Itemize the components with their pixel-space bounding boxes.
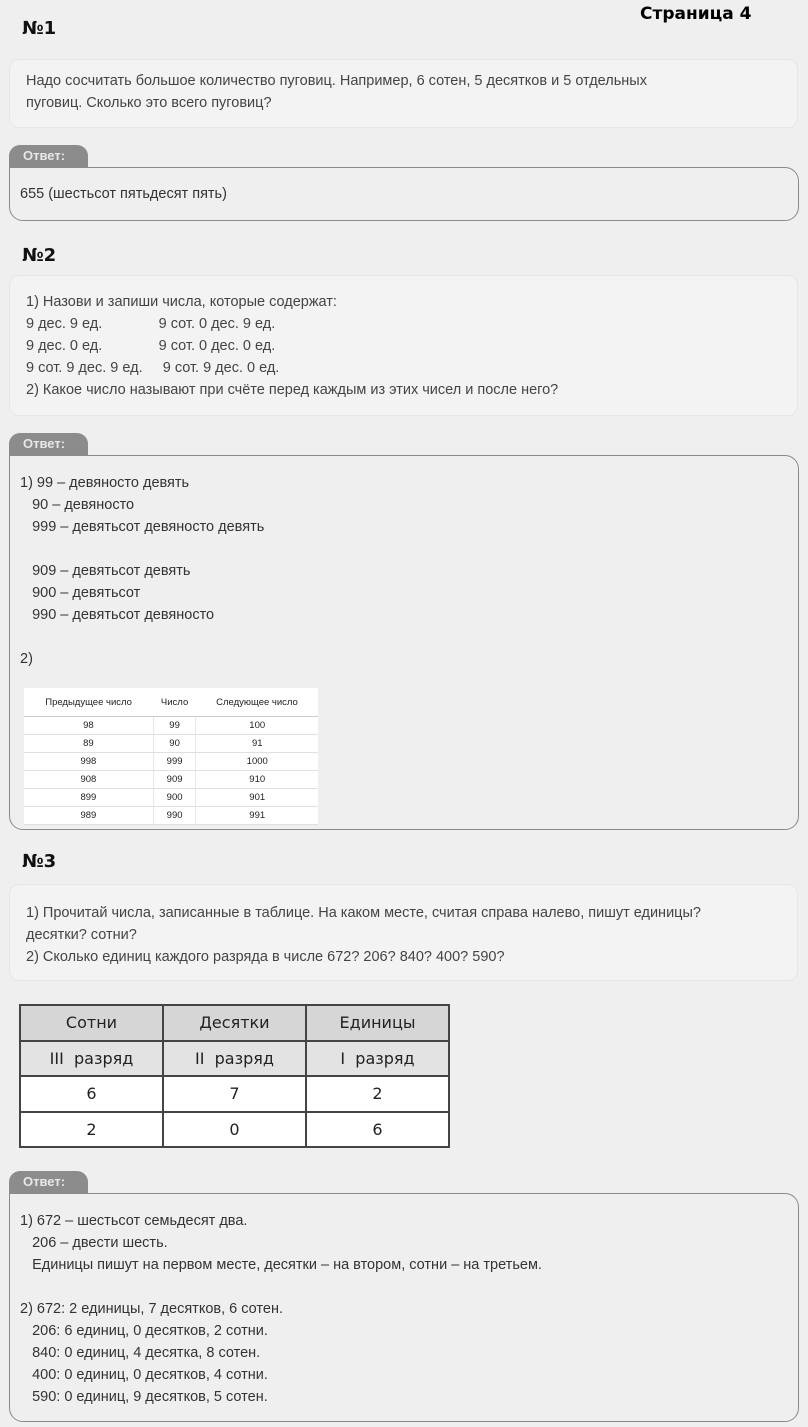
table-header: Следующее число xyxy=(196,688,318,717)
answer-tag: Ответ: xyxy=(9,433,88,455)
table-cell: 998 xyxy=(24,753,153,771)
table-row xyxy=(24,717,318,735)
table-cell: 999 xyxy=(153,753,196,771)
table-cell: 100 xyxy=(196,717,318,735)
answer-line: 90 – девяносто xyxy=(20,497,135,513)
task-2-question xyxy=(9,275,798,416)
answer-line: 590: 0 единиц, 9 десятков, 5 сотен. xyxy=(20,1389,268,1405)
table-cell: 991 xyxy=(196,807,318,825)
table-row xyxy=(24,807,318,825)
answer-line xyxy=(20,538,788,560)
question-line: 9 сот. 9 дес. 9 ед. 9 сот. 9 дес. 0 ед. xyxy=(26,360,280,376)
table-cell: 0 xyxy=(163,1112,306,1148)
rank-cell: III разряд xyxy=(20,1041,163,1077)
table-row xyxy=(24,753,318,771)
task-2-number: №2 xyxy=(22,245,57,266)
table-cell: 2 xyxy=(20,1112,163,1148)
question-line: 2) Какое число называют при счёте перед каждым из этих чисел и после него? xyxy=(26,382,559,398)
place-value-table xyxy=(19,1004,450,1148)
table-header: Число xyxy=(153,688,196,717)
answer-line: 2) 672: 2 единицы, 7 десятков, 6 сотен. xyxy=(20,1301,283,1317)
question-line: Надо сосчитать большое количество пуговиц. Например, 6 сотен, 5 десятков и 5 отдельных xyxy=(26,73,647,89)
answer-tag: Ответ: xyxy=(9,145,88,167)
table-cell: 909 xyxy=(153,771,196,789)
question-line: 9 дес. 9 ед. 9 сот. 0 дес. 9 ед. xyxy=(26,316,276,332)
table-cell: 99 xyxy=(153,717,196,735)
table-header: Сотни xyxy=(20,1005,163,1041)
table-cell: 98 xyxy=(24,717,153,735)
task-3-answer xyxy=(9,1193,799,1422)
table-cell: 91 xyxy=(196,735,318,753)
table-cell: 901 xyxy=(196,789,318,807)
answer-line: 206: 6 единиц, 0 десятков, 2 сотни. xyxy=(20,1323,268,1339)
page-number: Страница 4 xyxy=(640,4,752,24)
answer-line: 400: 0 единиц, 0 десятков, 4 сотни. xyxy=(20,1367,268,1383)
answer-line: 999 – девятьсот девяносто девять xyxy=(20,519,265,535)
table-row xyxy=(20,1112,449,1148)
table-cell: 910 xyxy=(196,771,318,789)
answer-line: 2) xyxy=(20,651,33,667)
question-line: 9 дес. 0 ед. 9 сот. 0 дес. 0 ед. xyxy=(26,338,276,354)
rank-row xyxy=(20,1041,449,1077)
answer-line: 1) 99 – девяносто девять xyxy=(20,475,190,491)
task-3-question xyxy=(9,884,798,981)
table-header: Десятки xyxy=(163,1005,306,1041)
question-line: пуговиц. Сколько это всего пуговиц? xyxy=(26,95,272,111)
table-cell: 90 xyxy=(153,735,196,753)
answer-line: 206 – двести шесть. xyxy=(20,1235,168,1251)
answer-line xyxy=(20,1276,788,1298)
question-line: 1) Прочитай числа, записанные в таблице. На каком месте, считая справа налево, пишут единицы? xyxy=(26,905,701,921)
table-cell: 7 xyxy=(163,1076,306,1112)
answer-line: 655 (шестьсот пятьдесят пять) xyxy=(20,186,227,202)
table-header-row xyxy=(24,688,318,717)
answer-line: 900 – девятьсот xyxy=(20,585,141,601)
question-line: десятки? сотни? xyxy=(26,927,137,943)
answer-line: 840: 0 единиц, 4 десятка, 8 сотен. xyxy=(20,1345,261,1361)
table-header: Предыдущее число xyxy=(24,688,153,717)
rank-cell: I разряд xyxy=(306,1041,449,1077)
answer-line: 1) 672 – шестьсот семьдесят два. xyxy=(20,1213,248,1229)
rank-cell: II разряд xyxy=(163,1041,306,1077)
table-row xyxy=(24,735,318,753)
table-cell: 89 xyxy=(24,735,153,753)
table-cell: 6 xyxy=(306,1112,449,1148)
answer-tag: Ответ: xyxy=(9,1171,88,1193)
table-cell: 989 xyxy=(24,807,153,825)
table-cell: 990 xyxy=(153,807,196,825)
task-3-number: №3 xyxy=(22,851,57,872)
table-cell: 908 xyxy=(24,771,153,789)
answer-line xyxy=(20,626,788,648)
table-row xyxy=(24,789,318,807)
table-row xyxy=(20,1076,449,1112)
answer-line: 909 – девятьсот девять xyxy=(20,563,191,579)
table-cell: 899 xyxy=(24,789,153,807)
table-cell: 2 xyxy=(306,1076,449,1112)
table-row xyxy=(24,771,318,789)
task-1-question xyxy=(9,59,798,128)
task-1-answer xyxy=(9,167,799,221)
question-line: 1) Назови и запиши числа, которые содержат: xyxy=(26,294,337,310)
answer-line: Единицы пишут на первом месте, десятки – на втором, сотни – на третьем. xyxy=(20,1257,542,1273)
table-cell: 900 xyxy=(153,789,196,807)
neighbors-table xyxy=(24,688,318,825)
question-line: 2) Сколько единиц каждого разряда в числе 672? 206? 840? 400? 590? xyxy=(26,949,505,965)
answer-line: 990 – девятьсот девяносто xyxy=(20,607,215,623)
table-cell: 6 xyxy=(20,1076,163,1112)
table-header-row xyxy=(20,1005,449,1041)
table-header: Единицы xyxy=(306,1005,449,1041)
task-1-number: №1 xyxy=(22,18,57,39)
table-cell: 1000 xyxy=(196,753,318,771)
